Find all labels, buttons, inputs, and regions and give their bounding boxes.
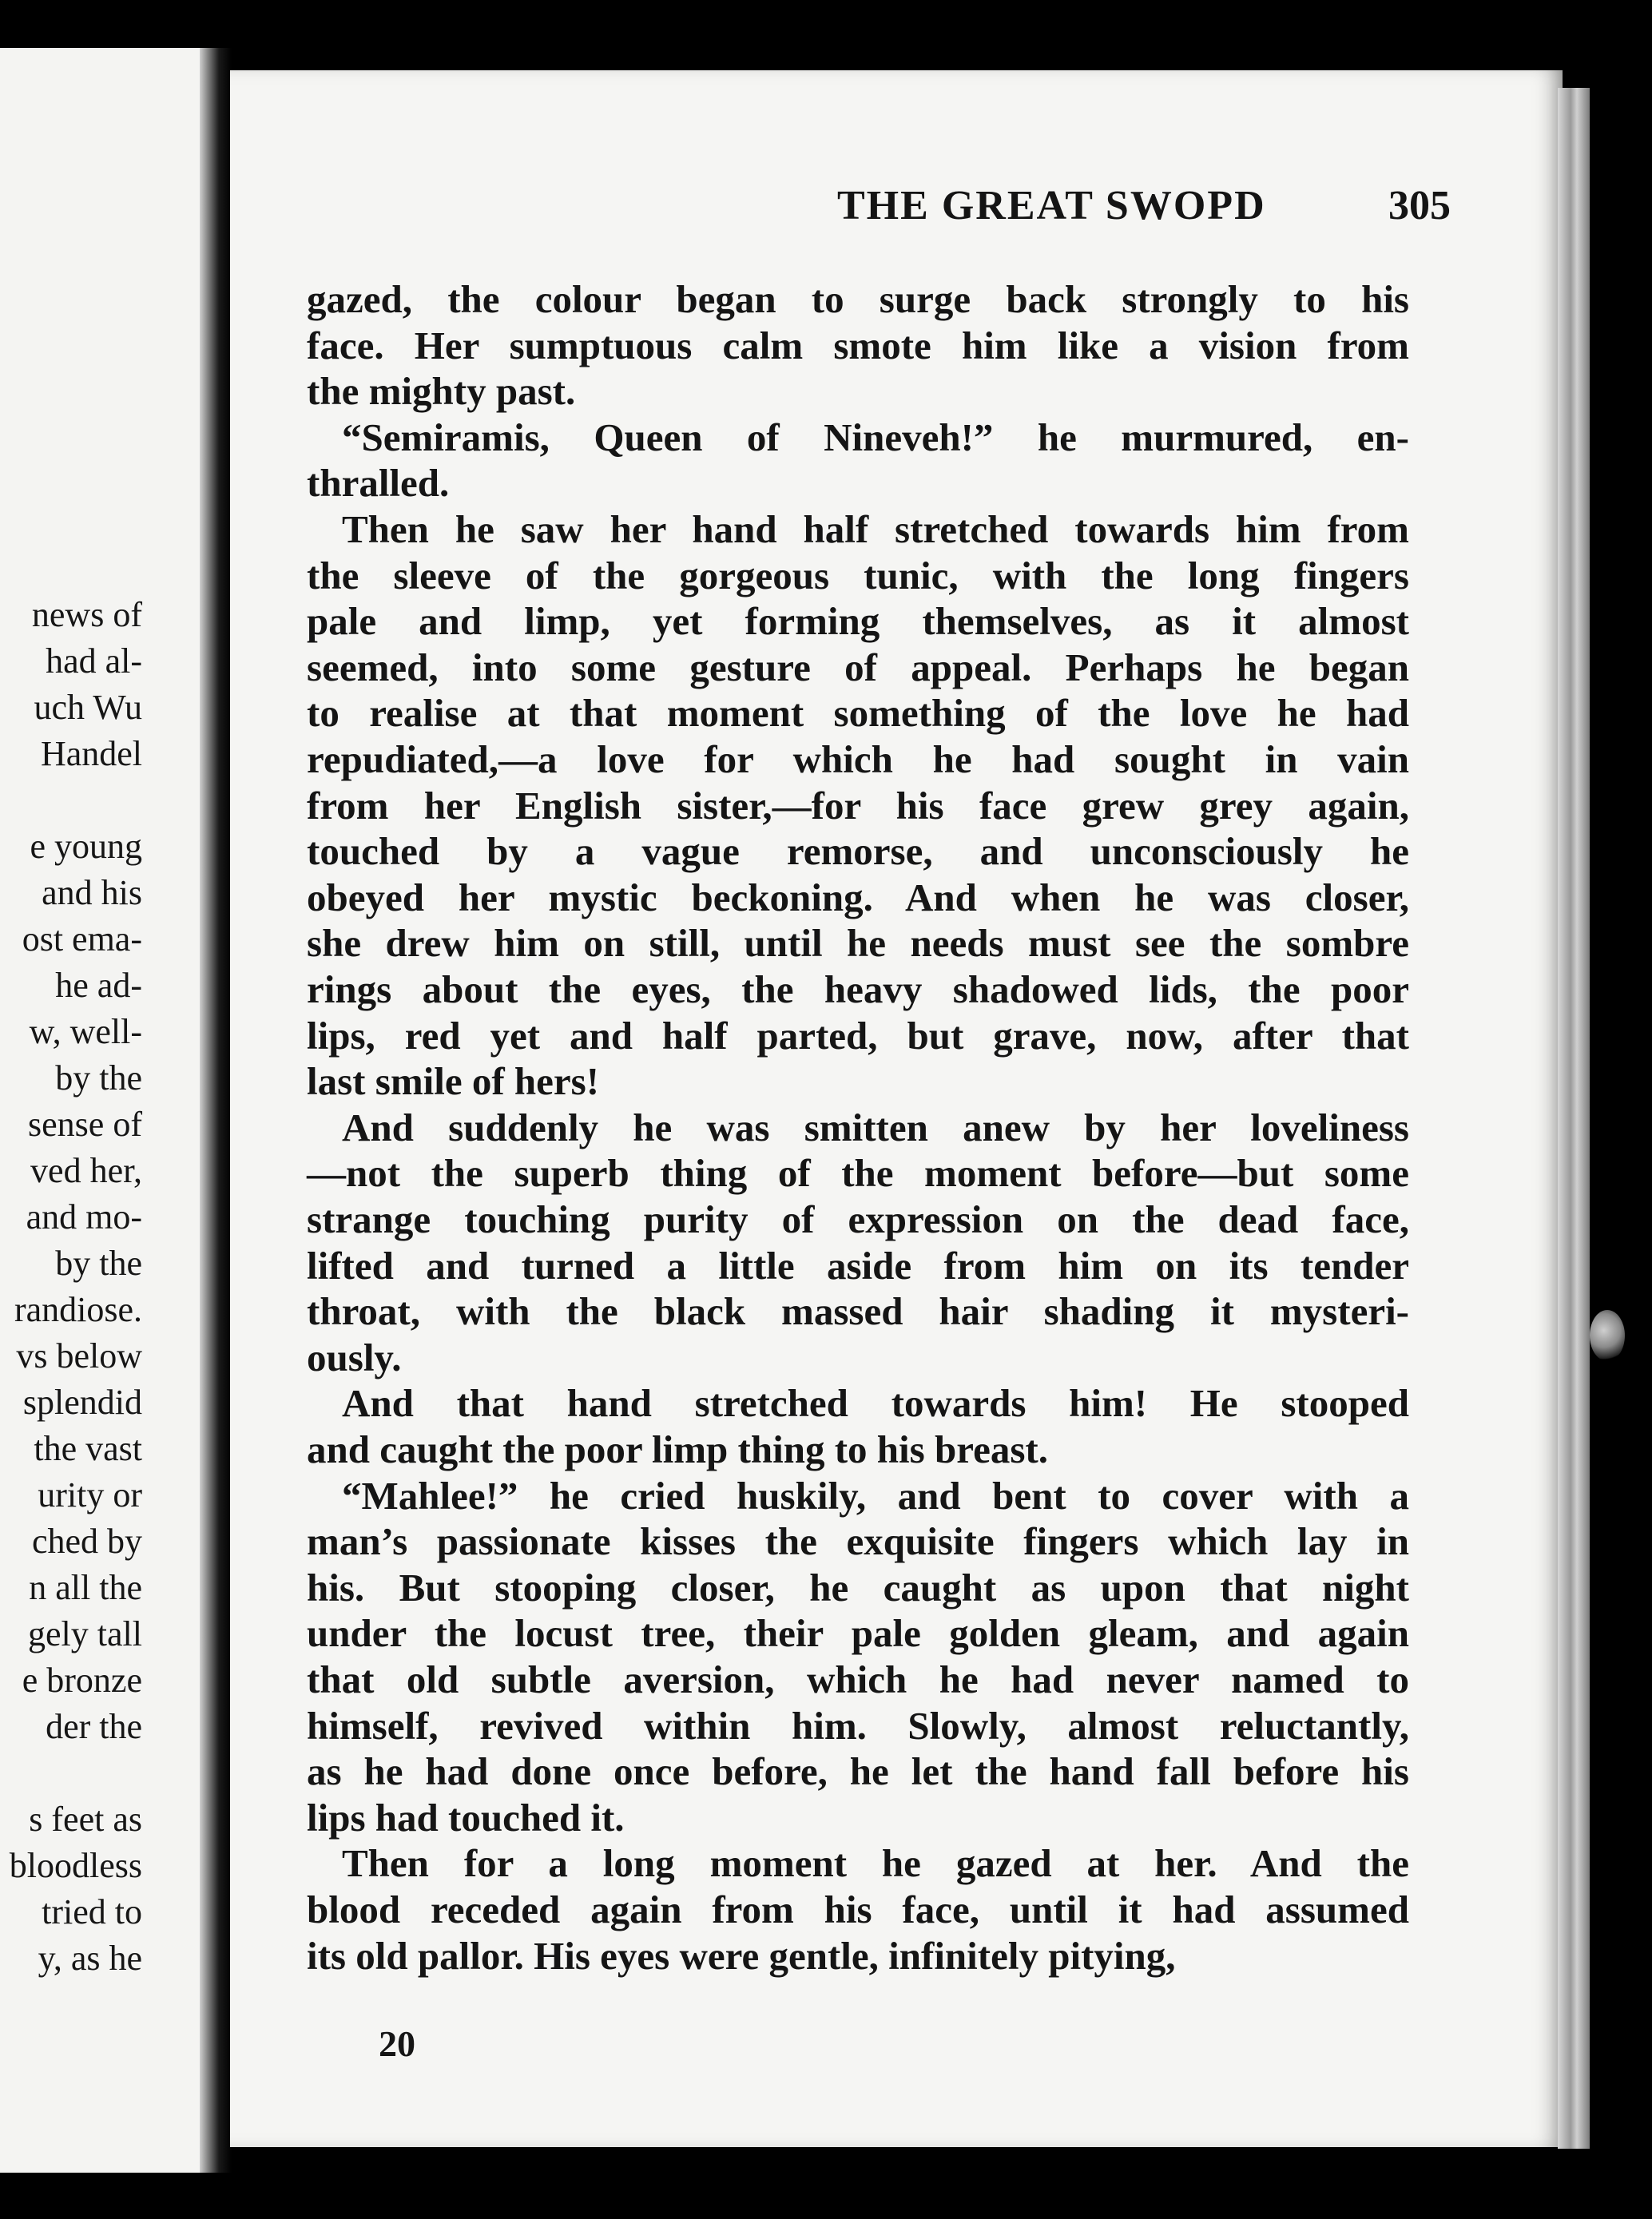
text-line: face. Her sumptuous calm smote him like a vision from	[307, 324, 1409, 367]
facing-page-line: sense of	[28, 1105, 142, 1144]
text-line: rings about the eyes, the heavy shadowed lids, the poor	[307, 967, 1409, 1011]
text-line: —not the superb thing of the moment before—but some	[307, 1151, 1409, 1195]
facing-page-line: e young	[30, 827, 142, 866]
facing-page-line: the vast	[34, 1429, 142, 1468]
text-line: she drew him on still, until he needs must see the sombre	[307, 921, 1409, 965]
text-line: himself, revived within him. Slowly, almost reluctantly,	[307, 1704, 1409, 1748]
facing-page-line: he ad-	[55, 966, 142, 1005]
running-title: THE GREAT SWOPD	[837, 183, 1266, 228]
text-line: lifted and turned a little aside from him on its tender	[307, 1244, 1409, 1288]
text-line: strange touching purity of expression on the dead face,	[307, 1197, 1409, 1241]
facing-page-line: ost ema-	[22, 919, 142, 959]
facing-page-line: y, as he	[38, 1939, 142, 1978]
facing-page-line: vs below	[16, 1336, 142, 1375]
facing-page-line: news of	[31, 595, 142, 634]
text-line: and caught the poor limp thing to his breast.	[307, 1427, 1048, 1471]
text-line: throat, with the black massed hair shading it mysteri-	[307, 1289, 1409, 1333]
text-line: ously.	[307, 1336, 402, 1379]
facing-page-line: w, well-	[29, 1012, 142, 1051]
text-line: pale and limp, yet forming themselves, as it almost	[307, 599, 1409, 643]
running-header	[326, 182, 1524, 238]
text-line: And suddenly he was smitten anew by her loveliness	[342, 1106, 1409, 1149]
facing-page-line: s feet as	[29, 1800, 142, 1839]
page-number: 305	[1388, 183, 1451, 228]
text-line: man’s passionate kisses the exquisite fingers which lay in	[307, 1519, 1409, 1563]
facing-page-line: bloodless	[9, 1846, 142, 1885]
text-line: its old pallor. His eyes were gentle, infinitely pitying,	[307, 1934, 1176, 1978]
text-line: gazed, the colour began to surge back strongly to his	[307, 277, 1409, 321]
text-line: “Mahlee!” he cried huskily, and bent to cover with a	[342, 1474, 1409, 1518]
text-line: the sleeve of the gorgeous tunic, with the long fingers	[307, 554, 1409, 597]
facing-page-line: and his	[42, 873, 142, 912]
text-line: thralled.	[307, 461, 450, 505]
facing-page-line: uch Wu	[34, 688, 142, 727]
facing-page-line: der the	[46, 1707, 142, 1746]
text-line: his. But stooping closer, he caught as upon that night	[307, 1566, 1409, 1610]
scan-blemish	[1590, 1310, 1625, 1361]
page-edges	[1558, 88, 1590, 2149]
text-line: Then for a long moment he gazed at her. And the	[342, 1841, 1409, 1885]
facing-page-line: by the	[55, 1058, 142, 1098]
text-line: “Semiramis, Queen of Nineveh!” he murmured, en-	[342, 415, 1409, 459]
text-line: from her English sister,—for his face grew grey again,	[307, 784, 1409, 828]
facing-page-line: had al-	[46, 641, 142, 681]
signature-mark: 20	[379, 2023, 415, 2064]
book-page	[230, 70, 1563, 2147]
text-line: as he had done once before, he let the hand fall before his	[307, 1749, 1409, 1793]
text-line: that old subtle aversion, which he had never named to	[307, 1657, 1409, 1701]
facing-page-line: ched by	[31, 1522, 142, 1561]
facing-page-line: e bronze	[22, 1661, 142, 1700]
facing-page-line: by the	[55, 1244, 142, 1283]
text-line: to realise at that moment something of the love he had	[307, 691, 1409, 735]
facing-page-line: and mo-	[26, 1197, 142, 1237]
facing-page-line: splendid	[22, 1383, 142, 1422]
facing-page-line: randiose.	[14, 1290, 142, 1329]
text-line: last smile of hers!	[307, 1059, 600, 1103]
text-line: lips, red yet and half parted, but grave, now, after that	[307, 1014, 1409, 1058]
text-line: the mighty past.	[307, 369, 576, 413]
text-line: blood receded again from his face, until it had assumed	[307, 1888, 1409, 1931]
text-line: seemed, into some gesture of appeal. Perhaps he began	[307, 645, 1409, 689]
facing-page	[0, 48, 214, 2173]
book-gutter	[200, 48, 232, 2173]
text-line: obeyed her mystic beckoning. And when he was closer,	[307, 875, 1409, 919]
facing-page-line: n all the	[29, 1568, 142, 1607]
facing-page-line: urity or	[38, 1475, 142, 1514]
facing-page-line: Handel	[40, 734, 142, 773]
text-line: repudiated,—a love for which he had sought in vain	[307, 737, 1409, 781]
text-line: And that hand stretched towards him! He stooped	[342, 1381, 1409, 1425]
text-line: touched by a vague remorse, and unconsciously he	[307, 829, 1409, 873]
facing-page-line: gely tall	[28, 1614, 142, 1653]
text-line: lips had touched it.	[307, 1796, 625, 1840]
text-line: Then he saw her hand half stretched towards him from	[342, 507, 1409, 551]
facing-page-line: ved her,	[30, 1151, 142, 1190]
facing-page-line: tried to	[42, 1892, 142, 1931]
text-line: under the locust tree, their pale golden gleam, and again	[307, 1611, 1409, 1655]
